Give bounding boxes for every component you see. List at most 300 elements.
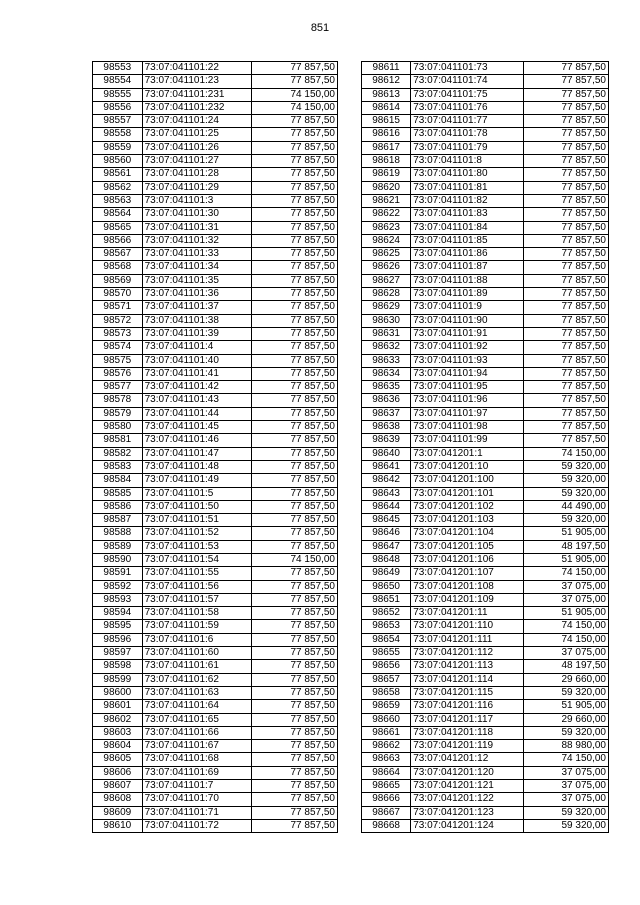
table-row <box>93 806 338 819</box>
table-row <box>362 274 609 287</box>
table-row <box>362 62 609 75</box>
cost-value: 77 857,50 <box>523 128 608 141</box>
table-row <box>93 274 338 287</box>
cost-value: 77 857,50 <box>251 806 337 819</box>
cost-value: 74 150,00 <box>523 753 608 766</box>
row-number: 98577 <box>93 381 143 394</box>
row-number: 98635 <box>362 381 411 394</box>
cadastral-number: 73:07:041101:24 <box>142 115 251 128</box>
row-number: 98611 <box>362 62 411 75</box>
cadastral-number: 73:07:041101:65 <box>142 713 251 726</box>
table-row <box>93 141 338 154</box>
cadastral-number: 73:07:041101:83 <box>411 208 523 221</box>
cost-value: 77 857,50 <box>523 314 608 327</box>
row-number: 98598 <box>93 660 143 673</box>
cost-value: 77 857,50 <box>251 221 337 234</box>
cadastral-number: 73:07:041101:59 <box>142 620 251 633</box>
cost-value: 51 905,00 <box>523 527 608 540</box>
row-number: 98600 <box>93 686 143 699</box>
table-row <box>362 381 609 394</box>
cost-value: 77 857,50 <box>251 75 337 88</box>
table-row <box>362 327 609 340</box>
cadastral-number: 73:07:041101:3 <box>142 194 251 207</box>
row-number: 98634 <box>362 367 411 380</box>
cadastral-number: 73:07:041201:111 <box>411 633 523 646</box>
table-row <box>93 660 338 673</box>
row-number: 98622 <box>362 208 411 221</box>
cadastral-number: 73:07:041101:75 <box>411 88 523 101</box>
cadastral-number: 73:07:041101:56 <box>142 580 251 593</box>
cost-value: 77 857,50 <box>251 261 337 274</box>
cadastral-number: 73:07:041101:79 <box>411 141 523 154</box>
cadastral-number: 73:07:041201:118 <box>411 726 523 739</box>
row-number: 98578 <box>93 394 143 407</box>
right-table <box>361 61 609 833</box>
cadastral-number: 73:07:041201:122 <box>411 793 523 806</box>
cadastral-number: 73:07:041101:50 <box>142 500 251 513</box>
row-number: 98662 <box>362 740 411 753</box>
table-row <box>362 633 609 646</box>
table-row <box>362 780 609 793</box>
row-number: 98631 <box>362 327 411 340</box>
cost-value: 77 857,50 <box>523 62 608 75</box>
table-row <box>93 500 338 513</box>
table-row <box>93 673 338 686</box>
cadastral-number: 73:07:041101:25 <box>142 128 251 141</box>
row-number: 98563 <box>93 194 143 207</box>
row-number: 98666 <box>362 793 411 806</box>
table-row <box>362 460 609 473</box>
table-row <box>93 341 338 354</box>
row-number: 98604 <box>93 740 143 753</box>
cadastral-number: 73:07:041201:117 <box>411 713 523 726</box>
cadastral-number: 73:07:041101:51 <box>142 514 251 527</box>
table-row <box>93 354 338 367</box>
cost-value: 77 857,50 <box>251 181 337 194</box>
row-number: 98564 <box>93 208 143 221</box>
cost-value: 77 857,50 <box>523 168 608 181</box>
cadastral-number: 73:07:041101:39 <box>142 327 251 340</box>
table-row <box>362 819 609 832</box>
cost-value: 77 857,50 <box>251 793 337 806</box>
cost-value: 59 320,00 <box>523 686 608 699</box>
cadastral-number: 73:07:041201:1 <box>411 447 523 460</box>
row-number: 98667 <box>362 806 411 819</box>
cadastral-number: 73:07:041101:35 <box>142 274 251 287</box>
row-number: 98646 <box>362 527 411 540</box>
cost-value: 29 660,00 <box>523 713 608 726</box>
cost-value: 77 857,50 <box>251 141 337 154</box>
cost-value: 77 857,50 <box>251 660 337 673</box>
cadastral-number: 73:07:041101:93 <box>411 354 523 367</box>
row-number: 98668 <box>362 819 411 832</box>
table-row <box>362 367 609 380</box>
table-row <box>362 487 609 500</box>
table-row <box>362 673 609 686</box>
row-number: 98557 <box>93 115 143 128</box>
row-number: 98620 <box>362 181 411 194</box>
cost-value: 59 320,00 <box>523 819 608 832</box>
cadastral-number: 73:07:041201:113 <box>411 660 523 673</box>
table-row <box>362 647 609 660</box>
cost-value: 77 857,50 <box>251 314 337 327</box>
cadastral-number: 73:07:041201:124 <box>411 819 523 832</box>
cost-value: 77 857,50 <box>523 288 608 301</box>
row-number: 98613 <box>362 88 411 101</box>
table-row <box>93 553 338 566</box>
row-number: 98617 <box>362 141 411 154</box>
cost-value: 77 857,50 <box>251 487 337 500</box>
row-number: 98632 <box>362 341 411 354</box>
cost-value: 77 857,50 <box>523 261 608 274</box>
cost-value: 77 857,50 <box>523 101 608 114</box>
cadastral-number: 73:07:041201:116 <box>411 700 523 713</box>
cost-value: 77 857,50 <box>251 460 337 473</box>
cost-value: 77 857,50 <box>251 128 337 141</box>
cadastral-number: 73:07:041201:109 <box>411 593 523 606</box>
table-row <box>362 514 609 527</box>
table-row <box>93 394 338 407</box>
table-row <box>93 88 338 101</box>
cadastral-number: 73:07:041201:120 <box>411 766 523 779</box>
table-row <box>362 580 609 593</box>
row-number: 98595 <box>93 620 143 633</box>
row-number: 98585 <box>93 487 143 500</box>
cadastral-number: 73:07:041101:66 <box>142 726 251 739</box>
cadastral-number: 73:07:041101:77 <box>411 115 523 128</box>
table-row <box>362 88 609 101</box>
cost-value: 77 857,50 <box>251 208 337 221</box>
table-row <box>362 248 609 261</box>
table-row <box>362 221 609 234</box>
row-number: 98637 <box>362 407 411 420</box>
row-number: 98605 <box>93 753 143 766</box>
cost-value: 77 857,50 <box>251 819 337 832</box>
table-row <box>362 261 609 274</box>
cost-value: 74 150,00 <box>523 633 608 646</box>
row-number: 98560 <box>93 155 143 168</box>
table-row <box>362 75 609 88</box>
row-number: 98626 <box>362 261 411 274</box>
cost-value: 77 857,50 <box>523 181 608 194</box>
cadastral-number: 73:07:041101:45 <box>142 421 251 434</box>
row-number: 98593 <box>93 593 143 606</box>
cost-value: 74 150,00 <box>251 553 337 566</box>
cadastral-number: 73:07:041201:11 <box>411 607 523 620</box>
cost-value: 88 980,00 <box>523 740 608 753</box>
cost-value: 77 857,50 <box>523 394 608 407</box>
cadastral-number: 73:07:041101:6 <box>142 633 251 646</box>
table-row <box>93 447 338 460</box>
cadastral-number: 73:07:041201:119 <box>411 740 523 753</box>
cost-value: 77 857,50 <box>251 248 337 261</box>
cadastral-number: 73:07:041101:99 <box>411 434 523 447</box>
cadastral-number: 73:07:041201:121 <box>411 780 523 793</box>
cadastral-number: 73:07:041201:110 <box>411 620 523 633</box>
cost-value: 77 857,50 <box>251 407 337 420</box>
table-row <box>362 806 609 819</box>
row-number: 98615 <box>362 115 411 128</box>
table-row <box>362 713 609 726</box>
table-row <box>93 261 338 274</box>
table-row <box>93 314 338 327</box>
row-number: 98555 <box>93 88 143 101</box>
table-row <box>362 181 609 194</box>
cadastral-number: 73:07:041201:104 <box>411 527 523 540</box>
row-number: 98594 <box>93 607 143 620</box>
cadastral-number: 73:07:041101:82 <box>411 194 523 207</box>
cost-value: 77 857,50 <box>251 62 337 75</box>
row-number: 98599 <box>93 673 143 686</box>
row-number: 98643 <box>362 487 411 500</box>
cadastral-number: 73:07:041201:10 <box>411 460 523 473</box>
row-number: 98623 <box>362 221 411 234</box>
table-row <box>362 793 609 806</box>
cost-value: 77 857,50 <box>251 168 337 181</box>
table-row <box>93 168 338 181</box>
cadastral-number: 73:07:041101:87 <box>411 261 523 274</box>
table-row <box>362 234 609 247</box>
cadastral-number: 73:07:041101:53 <box>142 540 251 553</box>
row-number: 98630 <box>362 314 411 327</box>
cadastral-number: 73:07:041101:55 <box>142 567 251 580</box>
row-number: 98596 <box>93 633 143 646</box>
cost-value: 77 857,50 <box>251 780 337 793</box>
table-row <box>362 421 609 434</box>
table-row <box>93 527 338 540</box>
cadastral-number: 73:07:041101:73 <box>411 62 523 75</box>
cadastral-number: 73:07:041101:47 <box>142 447 251 460</box>
cadastral-number: 73:07:041101:38 <box>142 314 251 327</box>
cost-value: 59 320,00 <box>523 460 608 473</box>
cost-value: 77 857,50 <box>523 354 608 367</box>
cadastral-number: 73:07:041101:76 <box>411 101 523 114</box>
cost-value: 77 857,50 <box>251 394 337 407</box>
cadastral-number: 73:07:041101:28 <box>142 168 251 181</box>
cost-value: 74 150,00 <box>523 447 608 460</box>
table-row <box>362 394 609 407</box>
cost-value: 77 857,50 <box>251 194 337 207</box>
cadastral-number: 73:07:041101:96 <box>411 394 523 407</box>
table-row <box>93 115 338 128</box>
row-number: 98582 <box>93 447 143 460</box>
row-number: 98580 <box>93 421 143 434</box>
cost-value: 77 857,50 <box>251 620 337 633</box>
table-row <box>362 474 609 487</box>
cadastral-number: 73:07:041101:42 <box>142 381 251 394</box>
cost-value: 74 150,00 <box>251 101 337 114</box>
cadastral-number: 73:07:041101:91 <box>411 327 523 340</box>
table-row <box>93 194 338 207</box>
cost-value: 51 905,00 <box>523 553 608 566</box>
row-number: 98639 <box>362 434 411 447</box>
cadastral-number: 73:07:041201:112 <box>411 647 523 660</box>
cadastral-number: 73:07:041101:98 <box>411 421 523 434</box>
row-number: 98655 <box>362 647 411 660</box>
cadastral-number: 73:07:041101:29 <box>142 181 251 194</box>
cost-value: 77 857,50 <box>523 75 608 88</box>
table-row <box>93 567 338 580</box>
table-row <box>362 567 609 580</box>
row-number: 98627 <box>362 274 411 287</box>
row-number: 98567 <box>93 248 143 261</box>
row-number: 98647 <box>362 540 411 553</box>
row-number: 98633 <box>362 354 411 367</box>
cadastral-number: 73:07:041201:12 <box>411 753 523 766</box>
table-row <box>362 620 609 633</box>
table-row <box>93 407 338 420</box>
cadastral-number: 73:07:041101:52 <box>142 527 251 540</box>
cost-value: 77 857,50 <box>523 248 608 261</box>
cost-value: 77 857,50 <box>251 367 337 380</box>
cost-value: 77 857,50 <box>523 434 608 447</box>
cost-value: 37 075,00 <box>523 780 608 793</box>
table-row <box>362 115 609 128</box>
table-row <box>362 314 609 327</box>
cadastral-number: 73:07:041101:67 <box>142 740 251 753</box>
row-number: 98618 <box>362 155 411 168</box>
cost-value: 77 857,50 <box>523 407 608 420</box>
table-row <box>93 633 338 646</box>
row-number: 98558 <box>93 128 143 141</box>
cost-value: 77 857,50 <box>523 341 608 354</box>
cadastral-number: 73:07:041101:61 <box>142 660 251 673</box>
cadastral-number: 73:07:041101:32 <box>142 234 251 247</box>
cost-value: 77 857,50 <box>251 434 337 447</box>
cadastral-number: 73:07:041101:46 <box>142 434 251 447</box>
row-number: 98602 <box>93 713 143 726</box>
cost-value: 77 857,50 <box>251 341 337 354</box>
cadastral-number: 73:07:041101:78 <box>411 128 523 141</box>
cadastral-number: 73:07:041201:108 <box>411 580 523 593</box>
table-row <box>93 793 338 806</box>
row-number: 98556 <box>93 101 143 114</box>
row-number: 98591 <box>93 567 143 580</box>
table-row <box>93 234 338 247</box>
row-number: 98561 <box>93 168 143 181</box>
table-row <box>93 580 338 593</box>
table-row <box>362 660 609 673</box>
row-number: 98601 <box>93 700 143 713</box>
row-number: 98574 <box>93 341 143 354</box>
cadastral-number: 73:07:041201:123 <box>411 806 523 819</box>
cost-value: 77 857,50 <box>523 194 608 207</box>
row-number: 98625 <box>362 248 411 261</box>
cost-value: 77 857,50 <box>251 686 337 699</box>
cost-value: 77 857,50 <box>251 673 337 686</box>
table-row <box>362 354 609 367</box>
table-row <box>93 421 338 434</box>
cost-value: 77 857,50 <box>523 421 608 434</box>
cost-value: 77 857,50 <box>251 500 337 513</box>
table-row <box>93 474 338 487</box>
cost-value: 77 857,50 <box>251 607 337 620</box>
row-number: 98645 <box>362 514 411 527</box>
cost-value: 77 857,50 <box>251 540 337 553</box>
cadastral-number: 73:07:041101:5 <box>142 487 251 500</box>
table-row <box>362 540 609 553</box>
row-number: 98597 <box>93 647 143 660</box>
cadastral-number: 73:07:041101:89 <box>411 288 523 301</box>
cadastral-number: 73:07:041101:85 <box>411 234 523 247</box>
table-row <box>362 686 609 699</box>
row-number: 98650 <box>362 580 411 593</box>
cadastral-number: 73:07:041101:7 <box>142 780 251 793</box>
cost-value: 77 857,50 <box>523 301 608 314</box>
cost-value: 77 857,50 <box>523 327 608 340</box>
table-row <box>362 500 609 513</box>
table-row <box>93 819 338 832</box>
row-number: 98612 <box>362 75 411 88</box>
cost-value: 77 857,50 <box>251 647 337 660</box>
cadastral-number: 73:07:041101:88 <box>411 274 523 287</box>
cost-value: 77 857,50 <box>251 447 337 460</box>
cost-value: 37 075,00 <box>523 580 608 593</box>
cost-value: 48 197,50 <box>523 540 608 553</box>
cadastral-number: 73:07:041101:86 <box>411 248 523 261</box>
cadastral-number: 73:07:041101:34 <box>142 261 251 274</box>
table-row <box>93 607 338 620</box>
cost-value: 77 857,50 <box>251 700 337 713</box>
row-number: 98610 <box>93 819 143 832</box>
row-number: 98654 <box>362 633 411 646</box>
table-row <box>93 221 338 234</box>
row-number: 98579 <box>93 407 143 420</box>
cadastral-number: 73:07:041101:84 <box>411 221 523 234</box>
cadastral-number: 73:07:041101:62 <box>142 673 251 686</box>
table-row <box>362 407 609 420</box>
cadastral-number: 73:07:041101:48 <box>142 460 251 473</box>
cost-value: 48 197,50 <box>523 660 608 673</box>
cadastral-number: 73:07:041201:114 <box>411 673 523 686</box>
row-number: 98559 <box>93 141 143 154</box>
table-row <box>93 780 338 793</box>
row-number: 98651 <box>362 593 411 606</box>
table-row <box>362 194 609 207</box>
cadastral-number: 73:07:041101:8 <box>411 155 523 168</box>
cost-value: 77 857,50 <box>523 274 608 287</box>
table-row <box>362 766 609 779</box>
row-number: 98570 <box>93 288 143 301</box>
row-number: 98609 <box>93 806 143 819</box>
row-number: 98590 <box>93 553 143 566</box>
cost-value: 77 857,50 <box>251 327 337 340</box>
cadastral-number: 73:07:041101:22 <box>142 62 251 75</box>
table-row <box>362 141 609 154</box>
table-row <box>93 686 338 699</box>
cadastral-number: 73:07:041201:103 <box>411 514 523 527</box>
cadastral-number: 73:07:041101:26 <box>142 141 251 154</box>
cadastral-number: 73:07:041101:31 <box>142 221 251 234</box>
row-number: 98614 <box>362 101 411 114</box>
table-row <box>93 740 338 753</box>
row-number: 98586 <box>93 500 143 513</box>
cadastral-number: 73:07:041101:40 <box>142 354 251 367</box>
table-row <box>93 700 338 713</box>
row-number: 98665 <box>362 780 411 793</box>
cadastral-number: 73:07:041101:49 <box>142 474 251 487</box>
cadastral-number: 73:07:041101:54 <box>142 553 251 566</box>
cost-value: 59 320,00 <box>523 474 608 487</box>
cadastral-number: 73:07:041101:58 <box>142 607 251 620</box>
row-number: 98664 <box>362 766 411 779</box>
cadastral-number: 73:07:041101:23 <box>142 75 251 88</box>
cost-value: 77 857,50 <box>251 726 337 739</box>
cost-value: 77 857,50 <box>523 115 608 128</box>
cost-value: 77 857,50 <box>251 713 337 726</box>
table-row <box>93 301 338 314</box>
cost-value: 77 857,50 <box>251 301 337 314</box>
